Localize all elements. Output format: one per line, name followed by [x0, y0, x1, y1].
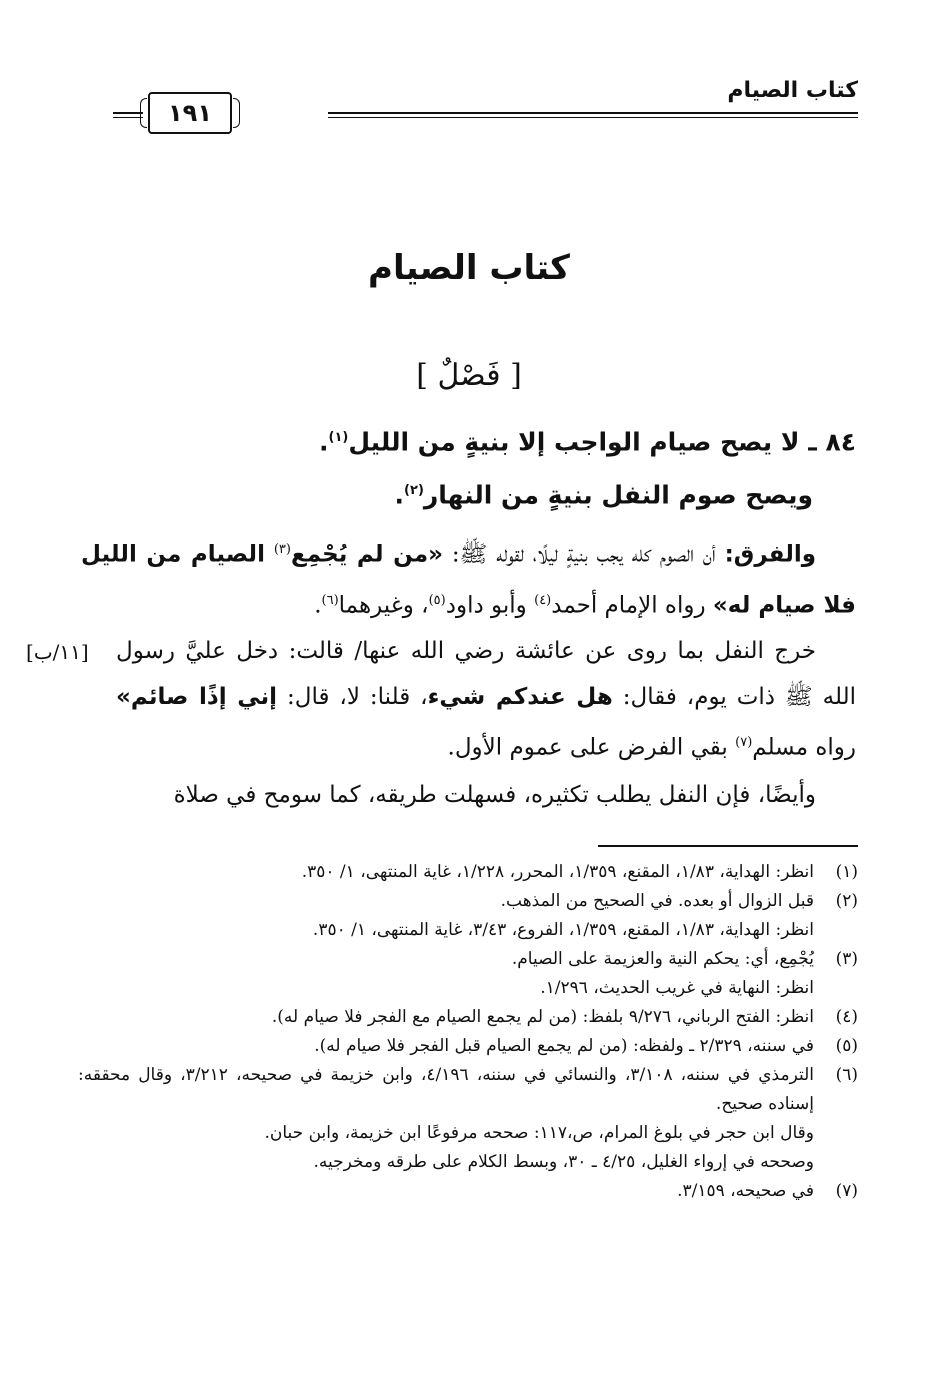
footnote-number: (٧): [835, 1181, 858, 1201]
footnote-text: في صحيحه، ٣/١٥٩.: [677, 1181, 814, 1201]
section-heading: [ فَصْلٌ ]: [416, 358, 522, 393]
footnote-ref[interactable]: (١): [328, 430, 349, 445]
footnote-number: (٦): [835, 1065, 858, 1085]
footnote-ref[interactable]: (٣): [273, 542, 291, 557]
footnote-number: (١): [835, 862, 858, 882]
footnote-number: (٤): [835, 1007, 858, 1027]
paragraph-difference: والفرق: أن الصوم كله يجب بنيةٍ ليلًا، لقوله ﷺ: «من لم يُجْمِع$^{(٣)}$ الصيام من الليل فلا صيام له» رواه الإمام أحمد$^{(٤)}$ وأبو داود$^{(٥)}$، وغيرهما$^{(٦)}$.: [81, 541, 856, 619]
footnote-text: وقال ابن حجر في بلوغ المرام، ص،١١٧: صححه مرفوعًا ابن خزيمة، وابن حبان.: [264, 1123, 814, 1143]
chapter-title: كتاب الصيام: [368, 248, 570, 288]
footnote-ref[interactable]: (٥): [428, 592, 446, 608]
footnote-text: انظر: الهداية، ١/٨٣، المقنع، ١/٣٥٩، المحرر، ١/٢٢٨، غاية المنتهى، ١/ ٣٥٠.: [301, 862, 814, 882]
issue-rule-2: ويصح صوم النفل بنيةٍ من النهار$^{(٢)}$.: [394, 480, 813, 510]
header-rule: [328, 112, 858, 118]
footnote-ref[interactable]: (٤): [534, 592, 552, 608]
footnote-item: [78, 1061, 858, 1177]
footnote-text: الترمذي في سننه، ٣/١٠٨، والنسائي في سننه، ٤/١٩٦، وابن خزيمة في صحيحه، ٣/٢١٢، وقال محققه: إسناده صحيح.: [78, 1065, 814, 1114]
footnote-item: [78, 887, 858, 945]
paragraph-nafl: خرج النفل بما روى عن عائشة رضي الله عنها/ قالت: دخل عليَّ رسول الله ﷺ ذات يوم، فقال: هل عندكم شيء، قلنا: لا، قال: إني إذًا صائم» رواه مسلم$^{(٧)}$ بقي الفرض على عموم الأول.: [116, 638, 856, 761]
footnote-rule: [598, 845, 858, 847]
footnote-item: [78, 858, 858, 887]
footnote-text: وصححه في إرواء الغليل، ٤/٢٥ ـ ٣٠، وبسط الكلام على طرقه ومخرجيه.: [313, 1152, 814, 1172]
footnotes: [78, 858, 858, 1206]
paragraph-also: وأيضًا، فإن النفل يطلب تكثيره، فسهلت طريقه، كما سومح في صلاة: [173, 782, 816, 808]
footnote-number: (٣): [835, 949, 858, 969]
page-number-badge: ١٩١: [148, 92, 232, 134]
footnote-text: يُجْمِع، أي: يحكم النية والعزيمة على الصيام.: [511, 949, 814, 969]
footnote-text: انظر: الفتح الرباني، ٩/٢٧٦ بلفظ: (من لم يجمع الصيام مع الفجر فلا صيام له).: [271, 1007, 814, 1027]
footnote-ref[interactable]: (٦): [321, 592, 339, 608]
footnote-text: في سننه، ٢/٣٢٩ ـ ولفظه: (من لم يجمع الصيام قبل الفجر فلا صيام له).: [314, 1036, 814, 1056]
issue-rule-2-text: ويصح صوم النفل بنيةٍ من النهار: [423, 480, 813, 510]
lead-word: والفرق:: [724, 541, 817, 568]
footnote-item: [78, 1003, 858, 1032]
footnote-number: (٥): [835, 1036, 858, 1056]
footnote-text: قبل الزوال أو بعده. في الصحيح من المذهب.: [500, 891, 814, 911]
issue-number: ٨٤ ـ: [808, 427, 856, 457]
footnote-item: [78, 945, 858, 1003]
issue-rule-1-text: لا يصح صيام الواجب إلا بنيةٍ من الليل: [348, 427, 800, 457]
footnote-ref[interactable]: (٧): [735, 735, 753, 750]
footnote-item: [78, 1177, 858, 1206]
footnote-number: (٢): [835, 891, 858, 911]
issue-rule-1: ٨٤ ـ لا يصح صيام الواجب إلا بنيةٍ من الليل$^{(١)}$.: [319, 427, 856, 457]
footnote-item: [78, 1032, 858, 1061]
footnote-text: انظر: النهاية في غريب الحديث، ١/٢٩٦.: [540, 978, 814, 998]
running-header: كتاب الصيام: [727, 78, 858, 103]
header-rule-left: [113, 112, 143, 118]
footnote-text: انظر: الهداية، ١/٨٣، المقنع، ١/٣٥٩، الفروع، ٣/٤٣، غاية المنتهى، ١/ ٣٥٠.: [312, 920, 814, 940]
footnote-ref[interactable]: (٢): [404, 483, 424, 498]
margin-note: [١١/ب]: [26, 640, 89, 664]
